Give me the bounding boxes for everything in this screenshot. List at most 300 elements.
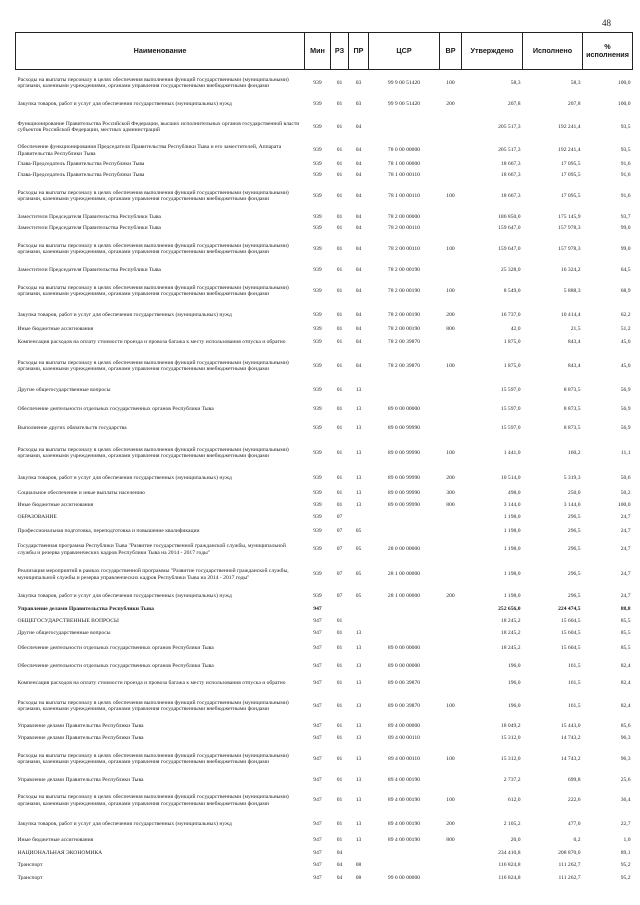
- cell-vr: 300: [446, 490, 455, 497]
- cell-percent: 56,9: [620, 405, 631, 412]
- cell-csr: 89 4 00 00190: [387, 820, 421, 827]
- cell-name: Заместители Председателя Правительства Республики Тыва: [17, 213, 161, 220]
- cell-csr: [369, 512, 440, 524]
- cell-vr: [440, 112, 462, 143]
- cell-percent: 25,6: [620, 776, 631, 783]
- cell-percent: 82,4: [620, 663, 631, 670]
- cell-executed: 208 870,0: [558, 850, 581, 857]
- cell-pr: 04: [355, 147, 362, 154]
- cell-csr: 28 1 00 00000: [387, 592, 421, 599]
- cell-csr: 89 0 00 99990: [387, 424, 421, 431]
- cell-vr: 100: [446, 755, 455, 762]
- cell-rz: 07: [336, 546, 343, 553]
- cell-vr: 200: [446, 474, 455, 481]
- header-name: Наименование: [16, 33, 305, 70]
- header-percent: % исполнения: [583, 33, 633, 70]
- cell-vr: 100: [446, 702, 455, 709]
- cell-approved: 18 245,2: [500, 617, 521, 624]
- table-row: [16, 658, 633, 676]
- cell-pr: 13: [355, 449, 362, 456]
- cell-name: Иные бюджетные ассигнования: [17, 502, 94, 509]
- cell-rz: 01: [336, 171, 343, 178]
- cell-executed: 58,3: [570, 80, 581, 87]
- cell-min: 947: [313, 680, 322, 687]
- table-row: [16, 223, 633, 234]
- cell-executed: 477,0: [567, 820, 581, 827]
- cell-vr: [440, 400, 462, 419]
- cell-min: 939: [313, 266, 322, 273]
- cell-approved: 234 410,8: [498, 850, 521, 857]
- cell-percent: 51,2: [620, 325, 631, 332]
- cell-approved: 18 667,3: [500, 192, 521, 199]
- cell-min: 939: [313, 387, 322, 394]
- cell-rz: 07: [336, 592, 343, 599]
- cell-rz: 01: [336, 820, 343, 827]
- cell-percent: 93,5: [620, 147, 631, 154]
- cell-percent: 85,6: [620, 723, 631, 730]
- cell-executed: 175 145,9: [558, 213, 581, 220]
- cell-rz: 07: [336, 514, 343, 521]
- cell-executed: 161,5: [567, 680, 581, 687]
- cell-vr: [440, 143, 462, 159]
- cell-percent: 82,4: [620, 702, 631, 709]
- cell-pr: 04: [355, 362, 362, 369]
- cell-approved: 207,8: [507, 100, 521, 107]
- cell-rz: 01: [336, 680, 343, 687]
- cell-percent: 95,2: [620, 874, 631, 881]
- cell-vr: [440, 539, 462, 561]
- cell-pr: 13: [355, 490, 362, 497]
- cell-rz: 01: [336, 339, 343, 346]
- cell-approved: 1 875,0: [503, 362, 521, 369]
- cell-vr: 100: [446, 80, 455, 87]
- cell-approved: 15 597,0: [500, 424, 521, 431]
- cell-name: Расходы на выплаты персоналу в целях обеспечения выполнения функций государственными (муниципальными) органами, казенными учреждениями, органами управления государственными внебюджетными фондами: [17, 446, 289, 459]
- cell-executed: 250,0: [567, 490, 581, 497]
- cell-pr: 04: [355, 339, 362, 346]
- cell-rz: 01: [336, 502, 343, 509]
- cell-csr: [369, 524, 440, 539]
- header-csr: ЦСР: [369, 33, 440, 70]
- cell-csr: [369, 848, 440, 860]
- cell-vr: [440, 512, 462, 524]
- cell-min: 947: [313, 702, 322, 709]
- cell-rz: 01: [336, 287, 343, 294]
- cell-percent: 91,6: [620, 171, 631, 178]
- cell-executed: 111 262,7: [558, 874, 581, 881]
- cell-approved: 1 198,0: [503, 514, 521, 521]
- cell-approved: 15 312,0: [500, 735, 521, 742]
- cell-vr: [440, 721, 462, 733]
- cell-executed: 843,4: [567, 362, 581, 369]
- cell-executed: 15 443,0: [560, 723, 581, 730]
- cell-csr: 89 0 00 00000: [387, 405, 421, 412]
- cell-executed: 296,5: [567, 571, 581, 578]
- table-row: [16, 640, 633, 658]
- cell-approved: 2 737,2: [503, 776, 521, 783]
- cell-percent: 11,1: [620, 449, 631, 456]
- cell-percent: 56,9: [620, 387, 631, 394]
- cell-min: 947: [313, 862, 322, 869]
- cell-name: Расходы на выплаты персоналу в целях обеспечения выполнения функций государственными (муниципальными) органами, казенными учреждениями, органами управления государственными внебюджетными фондами: [17, 794, 289, 807]
- table-row: [16, 676, 633, 692]
- cell-rz: 01: [336, 80, 343, 87]
- cell-min: 947: [313, 735, 322, 742]
- cell-csr: 78 1 00 00000: [387, 160, 421, 167]
- cell-vr: 800: [446, 837, 455, 844]
- cell-percent: 22,7: [620, 820, 631, 827]
- cell-approved: 20,0: [510, 837, 521, 844]
- cell-pr: 03: [355, 100, 362, 107]
- cell-rz: 01: [336, 266, 343, 273]
- table-row: [16, 848, 633, 860]
- cell-percent: 100,0: [617, 502, 631, 509]
- cell-executed: 5 888,3: [563, 287, 581, 294]
- cell-approved: 15 597,0: [500, 387, 521, 394]
- cell-min: 939: [313, 287, 322, 294]
- cell-min: 939: [313, 123, 322, 130]
- cell-vr: [440, 223, 462, 234]
- cell-min: 947: [313, 629, 322, 636]
- cell-rz: 01: [336, 663, 343, 670]
- cell-name: Заместители Председателя Правительства Республики Тыва: [17, 224, 161, 231]
- cell-rz: 01: [336, 123, 343, 130]
- cell-pr: 05: [355, 527, 362, 534]
- cell-name: Глава-Председатель Правительства Республики Тыва: [17, 171, 145, 178]
- table-row: [16, 733, 633, 745]
- cell-pr: 13: [355, 820, 362, 827]
- cell-min: 939: [313, 527, 322, 534]
- cell-pr: 13: [355, 629, 362, 636]
- cell-executed: 207,8: [567, 100, 581, 107]
- cell-rz: 01: [336, 490, 343, 497]
- cell-pr: 13: [355, 702, 362, 709]
- cell-min: 939: [313, 147, 322, 154]
- cell-approved: 186 850,0: [498, 213, 521, 220]
- cell-name: Управление делами Правительства Республики Тыва: [17, 723, 144, 730]
- cell-vr: [440, 658, 462, 676]
- cell-name: Заместители Председателя Правительства Республики Тыва: [17, 266, 161, 273]
- cell-percent: 93,5: [620, 123, 631, 130]
- cell-csr: 78 1 00 00110: [388, 192, 420, 199]
- cell-min: 939: [313, 490, 322, 497]
- header-vr: ВР: [440, 33, 462, 70]
- cell-vr: [440, 419, 462, 438]
- table-row: [16, 524, 633, 539]
- table-row: [16, 351, 633, 382]
- cell-csr: [369, 616, 440, 627]
- cell-executed: 0,2: [573, 837, 581, 844]
- cell-csr: 78 2 00 00110: [388, 224, 420, 231]
- cell-approved: 10 514,0: [500, 474, 521, 481]
- cell-min: 939: [313, 592, 322, 599]
- cell-approved: 205 517,3: [498, 123, 521, 130]
- cell-percent: 1,0: [623, 837, 631, 844]
- cell-approved: 25 328,0: [500, 266, 521, 273]
- table-row: [16, 745, 633, 774]
- table-header-row: [16, 33, 633, 70]
- page-number: 48: [602, 18, 611, 28]
- cell-approved: 8 549,0: [503, 287, 521, 294]
- cell-csr: 28 1 00 00000: [387, 571, 421, 578]
- cell-percent: 85,5: [620, 617, 631, 624]
- cell-pr: 13: [355, 797, 362, 804]
- cell-min: 939: [313, 546, 322, 553]
- cell-vr: [440, 860, 462, 872]
- cell-executed: 161,5: [567, 663, 581, 670]
- cell-approved: 159 647,0: [498, 245, 521, 252]
- cell-name: Обеспечение деятельности отдельных государственных органов Республики Тыва: [17, 405, 214, 412]
- cell-min: 947: [313, 645, 322, 652]
- cell-rz: 01: [336, 474, 343, 481]
- cell-min: 939: [313, 213, 322, 220]
- cell-executed: 222,6: [567, 797, 581, 804]
- cell-percent: 96,3: [620, 755, 631, 762]
- cell-vr: 800: [446, 325, 455, 332]
- cell-pr: 13: [355, 405, 362, 412]
- cell-name: Выполнение других обязательств государства: [17, 424, 127, 431]
- budget-execution-table: [15, 32, 633, 885]
- cell-pr: [349, 616, 369, 627]
- cell-name: ОБРАЗОВАНИЕ: [17, 514, 57, 521]
- cell-csr: [369, 627, 440, 640]
- cell-min: 939: [313, 160, 322, 167]
- cell-vr: 100: [446, 245, 455, 252]
- cell-approved: 18 245,2: [500, 645, 521, 652]
- table-row: [16, 265, 633, 276]
- cell-min: 939: [313, 325, 322, 332]
- cell-vr: [440, 212, 462, 223]
- cell-pr: 04: [355, 245, 362, 252]
- cell-percent: 62,2: [620, 311, 631, 318]
- cell-pr: 13: [355, 837, 362, 844]
- cell-name: Управление делами Правительства Республики Тыва: [17, 776, 144, 783]
- cell-executed: 224 474,5: [558, 606, 581, 613]
- cell-csr: 89 4 00 00110: [388, 735, 420, 742]
- cell-executed: 15 604,5: [560, 629, 581, 636]
- cell-pr: 13: [355, 755, 362, 762]
- cell-executed: 843,4: [567, 339, 581, 346]
- header-approved: Утверждено: [462, 33, 523, 70]
- cell-pr: 05: [355, 592, 362, 599]
- cell-vr: 200: [446, 820, 455, 827]
- cell-min: 939: [313, 311, 322, 318]
- cell-min: 947: [313, 755, 322, 762]
- cell-name: Компенсация расходов на оплату стоимости проезда и провоза багажа к месту использования отпуска и обратно: [17, 680, 286, 687]
- cell-pr: 04: [355, 123, 362, 130]
- cell-csr: 89 4 00 00000: [387, 723, 421, 730]
- cell-pr: 04: [355, 171, 362, 178]
- cell-percent: 24,7: [620, 527, 631, 534]
- cell-min: 939: [313, 474, 322, 481]
- cell-pr: 05: [355, 546, 362, 553]
- cell-name: Иные бюджетные ассигнования: [17, 325, 94, 332]
- cell-rz: 01: [336, 311, 343, 318]
- cell-rz: 01: [336, 245, 343, 252]
- cell-approved: 18 049,2: [500, 723, 521, 730]
- cell-vr: 200: [446, 100, 455, 107]
- table-row: [16, 307, 633, 324]
- cell-approved: 196,0: [507, 663, 521, 670]
- cell-csr: 78 2 00 39870: [387, 362, 421, 369]
- cell-approved: 16 737,0: [500, 311, 521, 318]
- cell-executed: 5 319,3: [563, 474, 581, 481]
- cell-percent: 91,6: [620, 192, 631, 199]
- table-row: [16, 212, 633, 223]
- cell-name: Компенсация расходов на оплату стоимости проезда и провоза багажа к месту использования отпуска и обратно: [17, 339, 286, 346]
- cell-min: 939: [313, 245, 322, 252]
- cell-csr: 78 2 00 39870: [387, 339, 421, 346]
- cell-executed: 296,5: [567, 514, 581, 521]
- cell-vr: [440, 159, 462, 170]
- table-row: [16, 382, 633, 400]
- cell-executed: 8 873,5: [563, 405, 581, 412]
- cell-approved: 116 824,8: [498, 862, 521, 869]
- cell-approved: 159 647,0: [498, 224, 521, 231]
- cell-vr: 100: [446, 192, 455, 199]
- table-row: [16, 143, 633, 159]
- cell-rz: 01: [336, 629, 343, 636]
- cell-percent: 85,5: [620, 629, 631, 636]
- cell-approved: 1 875,0: [503, 339, 521, 346]
- header-executed: Исполнено: [523, 33, 583, 70]
- cell-percent: 56,9: [620, 424, 631, 431]
- cell-vr: 200: [446, 592, 455, 599]
- cell-min: 947: [313, 820, 322, 827]
- cell-rz: 01: [336, 797, 343, 804]
- cell-rz: 04: [336, 862, 343, 869]
- cell-pr: 13: [355, 776, 362, 783]
- cell-min: 939: [313, 171, 322, 178]
- cell-min: 939: [313, 192, 322, 199]
- table-row: [16, 159, 633, 170]
- cell-min: 947: [313, 606, 322, 613]
- cell-executed: 15 604,5: [560, 645, 581, 652]
- cell-executed: 8 873,5: [563, 424, 581, 431]
- cell-pr: 13: [355, 645, 362, 652]
- cell-executed: 8 873,5: [563, 387, 581, 394]
- table-row: [16, 70, 633, 97]
- cell-vr: [440, 872, 462, 885]
- cell-approved: 18 667,3: [500, 160, 521, 167]
- cell-pr: 13: [355, 502, 362, 509]
- table-row: [16, 872, 633, 885]
- cell-csr: 78 2 00 00190: [387, 287, 421, 294]
- cell-rz: 01: [336, 325, 343, 332]
- cell-percent: 100,0: [617, 80, 631, 87]
- cell-csr: 78 2 00 00190: [387, 311, 421, 318]
- cell-pr: 13: [355, 663, 362, 670]
- cell-vr: [440, 604, 462, 616]
- cell-min: 947: [313, 723, 322, 730]
- table-row: [16, 335, 633, 351]
- cell-name: Расходы на выплаты персоналу в целях обеспечения выполнения функций государственными (муниципальными) органами, казенными учреждениями, органами управления государственными внебюджетными фондами: [17, 284, 289, 297]
- table-row: [16, 438, 633, 469]
- cell-pr: [349, 848, 369, 860]
- cell-rz: 01: [336, 735, 343, 742]
- table-row: [16, 97, 633, 112]
- cell-executed: 192 241,4: [558, 123, 581, 130]
- cell-csr: 78 2 00 00190: [387, 325, 421, 332]
- table-row: [16, 815, 633, 834]
- cell-name: Расходы на выплаты персоналу в целях обеспечения выполнения функций государственными (муниципальными) органами, казенными учреждениями, органами управления государственными внебюджетными фондами: [17, 242, 289, 255]
- cell-csr: 89 0 00 99990: [387, 490, 421, 497]
- table-row: [16, 469, 633, 488]
- cell-rz: 01: [336, 723, 343, 730]
- cell-pr: 13: [355, 680, 362, 687]
- cell-approved: 18 245,2: [500, 629, 521, 636]
- cell-name: Расходы на выплаты персоналу в целях обеспечения выполнения функций государственными (муниципальными) органами, казенными учреждениями, органами управления государственными внебюджетными фондами: [17, 359, 289, 372]
- cell-min: 939: [313, 80, 322, 87]
- cell-rz: 04: [336, 874, 343, 881]
- cell-name: Другие общегосударственные вопросы: [17, 629, 111, 636]
- cell-executed: 296,5: [567, 592, 581, 599]
- cell-csr: 99 9 00 51420: [387, 80, 421, 87]
- cell-min: 939: [313, 405, 322, 412]
- cell-name: Обеспечение деятельности отдельных государственных органов Республики Тыва: [17, 645, 214, 652]
- cell-min: 947: [313, 850, 322, 857]
- cell-csr: 89 0 00 99990: [387, 474, 421, 481]
- table-row: [16, 774, 633, 787]
- cell-name: Государственная программа Республики Тыва "Развитие государственной гражданской службы, муниципальной службы и резерва управленческих кадров Республики Тыва на 2014 - 2017 годы": [17, 543, 286, 556]
- cell-csr: 78 1 00 00110: [388, 171, 420, 178]
- table-row: [16, 834, 633, 848]
- cell-rz: 01: [336, 702, 343, 709]
- cell-vr: 100: [446, 797, 455, 804]
- cell-executed: 192 241,4: [558, 147, 581, 154]
- cell-approved: 2 105,2: [503, 820, 521, 827]
- cell-vr: [440, 335, 462, 351]
- table-row: [16, 488, 633, 500]
- cell-csr: 99 0 00 00000: [387, 874, 421, 881]
- cell-csr: [369, 112, 440, 143]
- cell-executed: 14 743,2: [560, 755, 581, 762]
- table-body: [16, 70, 633, 885]
- cell-min: 947: [313, 837, 322, 844]
- cell-executed: 161,5: [567, 702, 581, 709]
- cell-name: Обеспечение функционирования Председателя Правительства Республики Тыва и его заместителей, Аппарата Правительства Республики Тыва: [17, 144, 282, 157]
- cell-executed: 296,5: [567, 546, 581, 553]
- cell-approved: 18 667,3: [500, 171, 521, 178]
- cell-rz: 01: [336, 160, 343, 167]
- cell-min: 939: [313, 449, 322, 456]
- cell-pr: 05: [355, 571, 362, 578]
- cell-rz: 01: [336, 617, 343, 624]
- cell-pr: 08: [355, 874, 362, 881]
- cell-rz: 01: [336, 362, 343, 369]
- cell-executed: 699,8: [567, 776, 581, 783]
- cell-rz: 01: [336, 837, 343, 844]
- cell-percent: 89,1: [620, 850, 631, 857]
- cell-approved: 116 824,8: [498, 874, 521, 881]
- cell-executed: 296,5: [567, 527, 581, 534]
- cell-name: Расходы на выплаты персоналу в целях обеспечения выполнения функций государственными (муниципальными) органами, казенными учреждениями, органами управления государственными внебюджетными фондами: [17, 76, 289, 90]
- cell-name: Закупка товаров, работ и услуг для обеспечения государственных (муниципальных) нужд: [17, 592, 232, 599]
- cell-approved: 1 198,0: [503, 571, 521, 578]
- table-row: [16, 721, 633, 733]
- cell-rz: 01: [336, 224, 343, 231]
- cell-min: 939: [313, 514, 322, 521]
- cell-pr: 04: [355, 224, 362, 231]
- cell-min: 947: [313, 874, 322, 881]
- cell-approved: 1 198,0: [503, 592, 521, 599]
- cell-percent: 99,0: [620, 245, 631, 252]
- cell-percent: 45,0: [620, 339, 631, 346]
- cell-csr: 89 4 00 00190: [387, 776, 421, 783]
- cell-percent: 85,5: [620, 645, 631, 652]
- cell-approved: 252 656,0: [498, 606, 521, 613]
- cell-min: 947: [313, 797, 322, 804]
